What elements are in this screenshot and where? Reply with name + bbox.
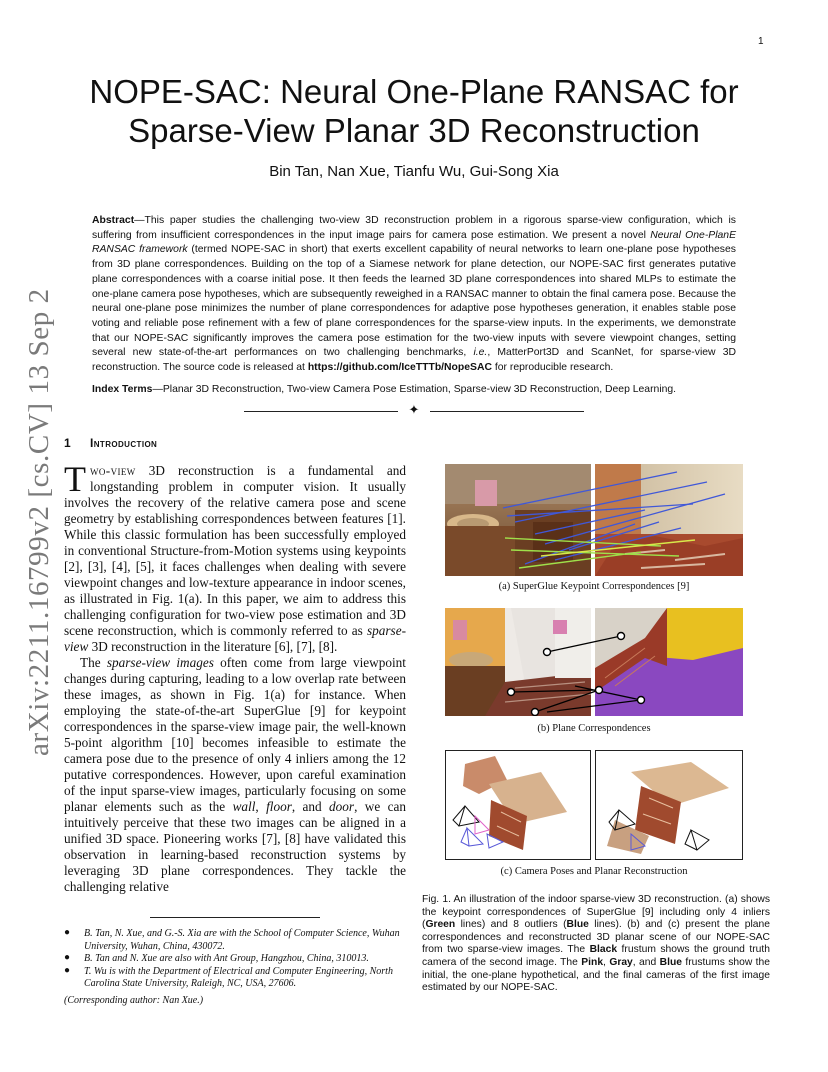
intro-smallcaps: wo-view bbox=[90, 463, 136, 478]
fig-caption-black: Black bbox=[589, 944, 618, 956]
intro-p1-emph: sparse-view bbox=[64, 623, 406, 654]
abstract-text-1: —This paper studies the challenging two-view 3D reconstruction problem in a rigorous sparse-view configuration, which is suffering from insufficient correspondences in the input image pairs for camera pose estimation. We present a novel bbox=[92, 215, 736, 241]
intro-p2-a: The bbox=[80, 655, 107, 670]
title-line-1: NOPE-SAC: Neural One-Plane RANSAC for bbox=[89, 73, 739, 110]
code-url-link[interactable]: https://github.com/IceTTTb/NopeSAC bbox=[307, 362, 492, 374]
intro-p2-num-1: 4 bbox=[284, 751, 292, 766]
fig-caption-t1: Fig. 1. An illustration of the indoor sparse-view 3D reconstruction. (a) shows the keypoint correspondences of SuperGlue [9] including only 4 inliers ( bbox=[422, 894, 770, 931]
figure-1c-caption: (c) Camera Poses and Planar Reconstruction bbox=[500, 866, 688, 877]
footnotes bbox=[64, 928, 410, 991]
fig-caption-gray: Gray bbox=[609, 956, 633, 968]
fig-caption-blue: Blue bbox=[659, 956, 682, 968]
intro-p2-b: often come from large viewpoint changes during capturing, leading to a low overlap rate between these images, as shown in Fig. 1(a) for instance. When employing the state-of-the-art SuperGlue [9] for keypoint correspondences in the sparse-view image pair, the well-known 5-point algorithm [10] becomes infeasible to estimate the camera pose due to the presence of only bbox=[64, 655, 406, 766]
section-heading bbox=[64, 436, 157, 450]
arxiv-stamp bbox=[18, 290, 58, 760]
footnote-item bbox=[64, 928, 410, 953]
fig-caption-pink: Pink bbox=[581, 956, 604, 968]
intro-p2-num-2: 12 bbox=[392, 751, 407, 766]
abstract-text-2: (termed NOPE-SAC in short) that exerts excellent capability of neural networks to learn one-plane pose hypotheses from 3D plane correspondences. Building on the top of a Siamese network for plane detection, our NOPE-SAC first generates putative plane correspondences with a coarse initial pose. It then feeds the learned 3D plane correspondences into shared MLPs to estimate the one-plane camera pose hypotheses, which are subsequently reweighed in a RANSAC manner to obtain the final camera pose. Because the neural one-plane pose minimizes the number of plane correspondences for adaptive pose hypotheses generation, it enables stable pose voting and reliable pose refinement with a few of plane correspondences for the sparse-view inputs. In the experiments, we demonstrate that our NOPE-SAC significantly improves the camera pose estimation for the two-view inputs with severe viewpoint changes, setting several new state-of-the-art performances on two challenging benchmarks, bbox=[92, 244, 736, 359]
fig-caption-t7: frustums show the initial, the one-plane hypothetical, and the final cameras of the first image estimated by our NOPE-SAC. bbox=[422, 956, 770, 994]
figure-1a-image bbox=[445, 464, 743, 576]
footnote-item bbox=[64, 953, 410, 966]
fig-caption-t3: lines). (b) and (c) present the plane correspondences and reconstructed 3D planar scene of our NOPE-SAC from two sparse-view images. The bbox=[422, 919, 770, 956]
section-number: 1 bbox=[64, 436, 71, 450]
fig-caption-blue-lines: Blue bbox=[566, 919, 589, 931]
intro-paragraph-2 bbox=[64, 655, 406, 895]
fig-caption-t6: , and bbox=[632, 956, 660, 968]
footnote-rule bbox=[150, 917, 320, 918]
intro-p2-f: , and bbox=[291, 799, 330, 814]
index-terms-text: —Planar 3D Reconstruction, Two-view Camera Pose Estimation, Sparse-view 3D Reconstruction, Deep Learning. bbox=[152, 384, 677, 395]
page-number: 1 bbox=[758, 36, 764, 47]
figure-1a-caption: (a) SuperGlue Keypoint Correspondences [9] bbox=[498, 581, 690, 592]
title-line-2: Sparse-View Planar 3D Reconstruction bbox=[128, 112, 700, 149]
fig-caption-t2: lines) and 8 outliers ( bbox=[455, 919, 567, 931]
abstract-emph-2: i.e. bbox=[473, 347, 488, 359]
authors: Bin Tan, Nan Xue, Tianfu Wu, Gui-Song Xia bbox=[269, 163, 559, 180]
index-terms-label: Index Terms bbox=[92, 384, 153, 395]
figure-caption bbox=[422, 894, 770, 995]
figure-1b-image bbox=[445, 608, 743, 716]
intro-p2-d: putative correspondences. However, upon careful examination of the input sparse-view images, particularly focusing on some planar elements such as the bbox=[64, 767, 406, 814]
arxiv-stamp-text: arXiv:2211.16799v2 [cs.CV] 13 Sep 2023 bbox=[23, 290, 55, 756]
footnote-text: B. Tan and N. Xue are also with Ant Group, Hangzhou, China, 310013. bbox=[84, 953, 369, 965]
abstract bbox=[92, 214, 736, 376]
bullet-icon: ● bbox=[64, 964, 71, 976]
footnote-text: T. Wu is with the Department of Electrical and Computer Engineering, North Carolina State University, Raleigh, NC, USA, 27606. bbox=[84, 965, 393, 990]
divider-right bbox=[430, 411, 584, 412]
intro-p2-g: , we can intuitively perceive that these two images can be aligned in a unified 3D space. Pioneering works [7], [8] have validated this observation in learning-based reconstruction systems by leveraging 3D plane correspondences. They tackle the challenging relative bbox=[64, 799, 406, 894]
figure-1b-caption: (b) Plane Correspondences bbox=[537, 723, 651, 734]
divider-left bbox=[244, 411, 398, 412]
intro-paragraph-1 bbox=[64, 459, 406, 655]
index-terms bbox=[92, 383, 736, 397]
abstract-text-4: for reproducible research. bbox=[491, 362, 614, 374]
fig-caption-green: Green bbox=[425, 919, 456, 931]
section-title: Introduction bbox=[90, 436, 158, 450]
bullet-icon: ● bbox=[64, 927, 71, 938]
intro-body bbox=[64, 459, 407, 895]
footnote-item bbox=[64, 966, 410, 991]
intro-p1-b: 3D reconstruction in the literature [6], [7], [8]. bbox=[88, 639, 338, 654]
divider-diamond-icon: ✦ bbox=[408, 402, 420, 417]
abstract-label: Abstract bbox=[92, 215, 135, 226]
paper-title bbox=[60, 72, 768, 150]
intro-p2-emph-2: wall bbox=[232, 799, 256, 814]
intro-p2-emph-4: door bbox=[329, 799, 355, 814]
fig-caption-t5: , bbox=[603, 956, 610, 968]
intro-p2-emph-3: floor bbox=[266, 799, 292, 814]
footnote-text: B. Tan, N. Xue, and G.-S. Xia are with the School of Computer Science, Wuhan University, Wuhan, China, 430072. bbox=[84, 928, 400, 952]
fig-caption-t4: frustum shows the ground truth camera of the second image. The bbox=[422, 944, 770, 968]
dropcap: T bbox=[64, 459, 86, 499]
corresponding-author: (Corresponding author: Nan Xue.) bbox=[64, 995, 204, 1006]
abstract-text-3: , MatterPort3D and ScanNet, for sparse-view 3D reconstruction. The source code is released at bbox=[92, 347, 736, 374]
intro-p1-a: 3D reconstruction is a fundamental and longstanding problem in computer vision. It usually involves the recovery of the relative camera pose and scene geometry by establishing correspondences between features [1]. While this classic formulation has been successfully employed in conventional Structure-from-Motion systems using keypoints [2], [3], [4], [5], it faces challenges when dealing with severe viewpoint changes and low-texture appearance in indoor scenes, as illustrated in Fig. 1(a). In this paper, we aim to address this challenging configuration for two-view pose estimation and 3D scene reconstruction, which is commonly referred to as bbox=[64, 463, 406, 638]
bullet-icon: ● bbox=[64, 952, 71, 964]
intro-p2-emph-1: sparse-view images bbox=[106, 655, 214, 670]
intro-p2-e: , bbox=[255, 799, 267, 814]
intro-p2-c: inliers among the bbox=[291, 751, 393, 766]
figure-1c-image bbox=[445, 750, 743, 860]
abstract-emph-1: Neural One-PlanE RANSAC framework bbox=[92, 229, 737, 256]
